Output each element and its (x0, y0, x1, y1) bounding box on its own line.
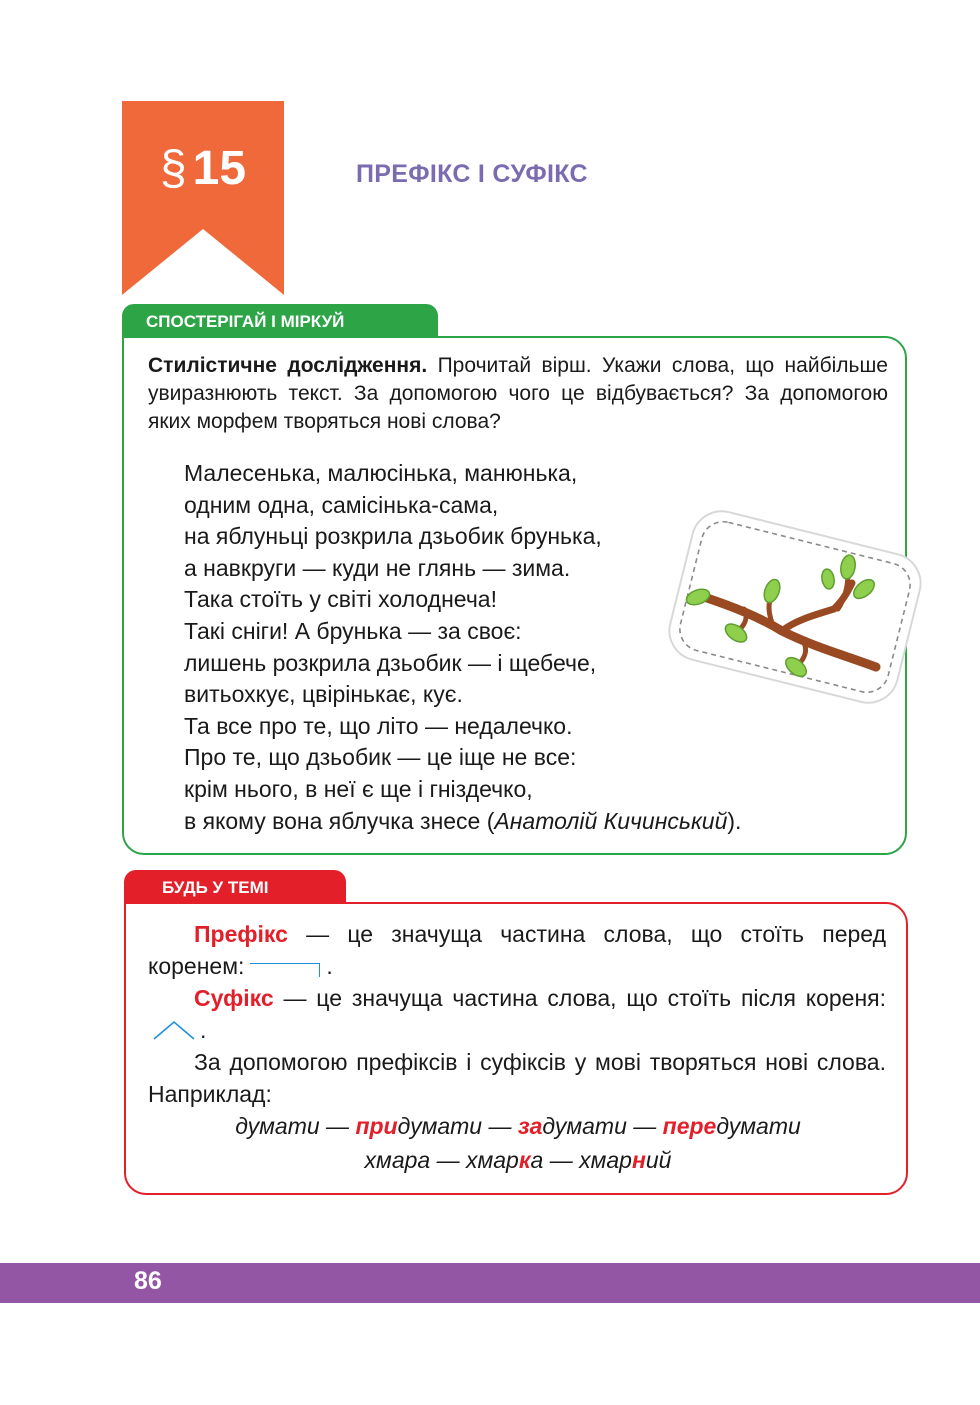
poem-author: Анатолій Кичинський (494, 807, 728, 834)
poem-last-line: в якому вона яблучка знесе (Анатолій Кичинський). (184, 807, 742, 834)
task-body: Прочитай вірш. Укажи слова, що найбільше увиразнюють текст. За допомогою чого це відбувається? За допомогою яких морфем творяться нові слова? (148, 354, 888, 433)
footer-bar (0, 1263, 980, 1303)
poem-line: Такі сніги! А брунька — за своє: (184, 617, 522, 644)
prefix-highlight: при (355, 1113, 398, 1139)
ribbon-shape (122, 101, 284, 295)
prefix-highlight: пере (662, 1113, 717, 1139)
poem-line: крім нього, в неї є ще і гніздечко, (184, 775, 533, 802)
prefix-highlight: за (517, 1113, 543, 1139)
task-bold: Стилістичне дослідження. (148, 354, 428, 377)
poem-line: Про те, що дзьобик — це іще не все: (184, 744, 577, 771)
section-number: § 15 (159, 142, 247, 195)
example-line-suffixes: хмара — хмарка — хмарний (364, 1147, 672, 1173)
observe-tab-label: СПОСТЕРІГАЙ І МІРКУЙ (122, 304, 438, 338)
budding-branch-icon (664, 505, 926, 710)
poem-line: Малесенька, малюсінька, манюнька, (184, 460, 578, 486)
suffix-highlight: к (518, 1147, 531, 1173)
suffix-term: Суфікс (194, 985, 274, 1011)
topic-box (124, 902, 908, 1195)
suffix-symbol-icon (152, 1019, 196, 1041)
formation-text: За допомогою префіксів і суфіксів у мові творяться нові слова. Наприклад: (148, 1049, 886, 1107)
poem-line: Та все про те, що літо — недалечко. (184, 712, 573, 739)
poem-line: а навкруги — куди не глянь — зима. (184, 554, 571, 581)
poem-line: одним одна, самісінька-сама, (184, 491, 499, 518)
suffix-highlight: н (631, 1147, 646, 1173)
poem-line: на яблуньці розкрила дзьобик брунька, (184, 523, 602, 550)
poem (184, 458, 741, 837)
prefix-symbol-icon (250, 963, 320, 977)
page-number: 86 (134, 1267, 162, 1295)
task-text (148, 352, 888, 436)
example-line-prefixes: думати — придумати — задумати — передумати (235, 1113, 801, 1139)
poem-line: Така стоїть у світі холоднеча! (184, 586, 497, 613)
topic-tab-label: БУДЬ У ТЕМІ (124, 870, 346, 904)
prefix-definition: Префікс — це значуща частина слова, що стоїть перед коренем: . (148, 921, 886, 979)
poem-line: лишень розкрила дзьобик — і щебече, (184, 649, 597, 676)
prefix-term: Префікс (194, 921, 288, 947)
poem-line: витьохкує, цвірінькає, кує. (184, 681, 463, 708)
section-ribbon (122, 101, 284, 295)
topic-body (148, 918, 886, 1110)
page-title: ПРЕФІКС І СУФІКС (356, 160, 588, 188)
suffix-definition: Суфікс — це значуща частина слова, що стоїть після кореня:. (148, 982, 886, 1046)
